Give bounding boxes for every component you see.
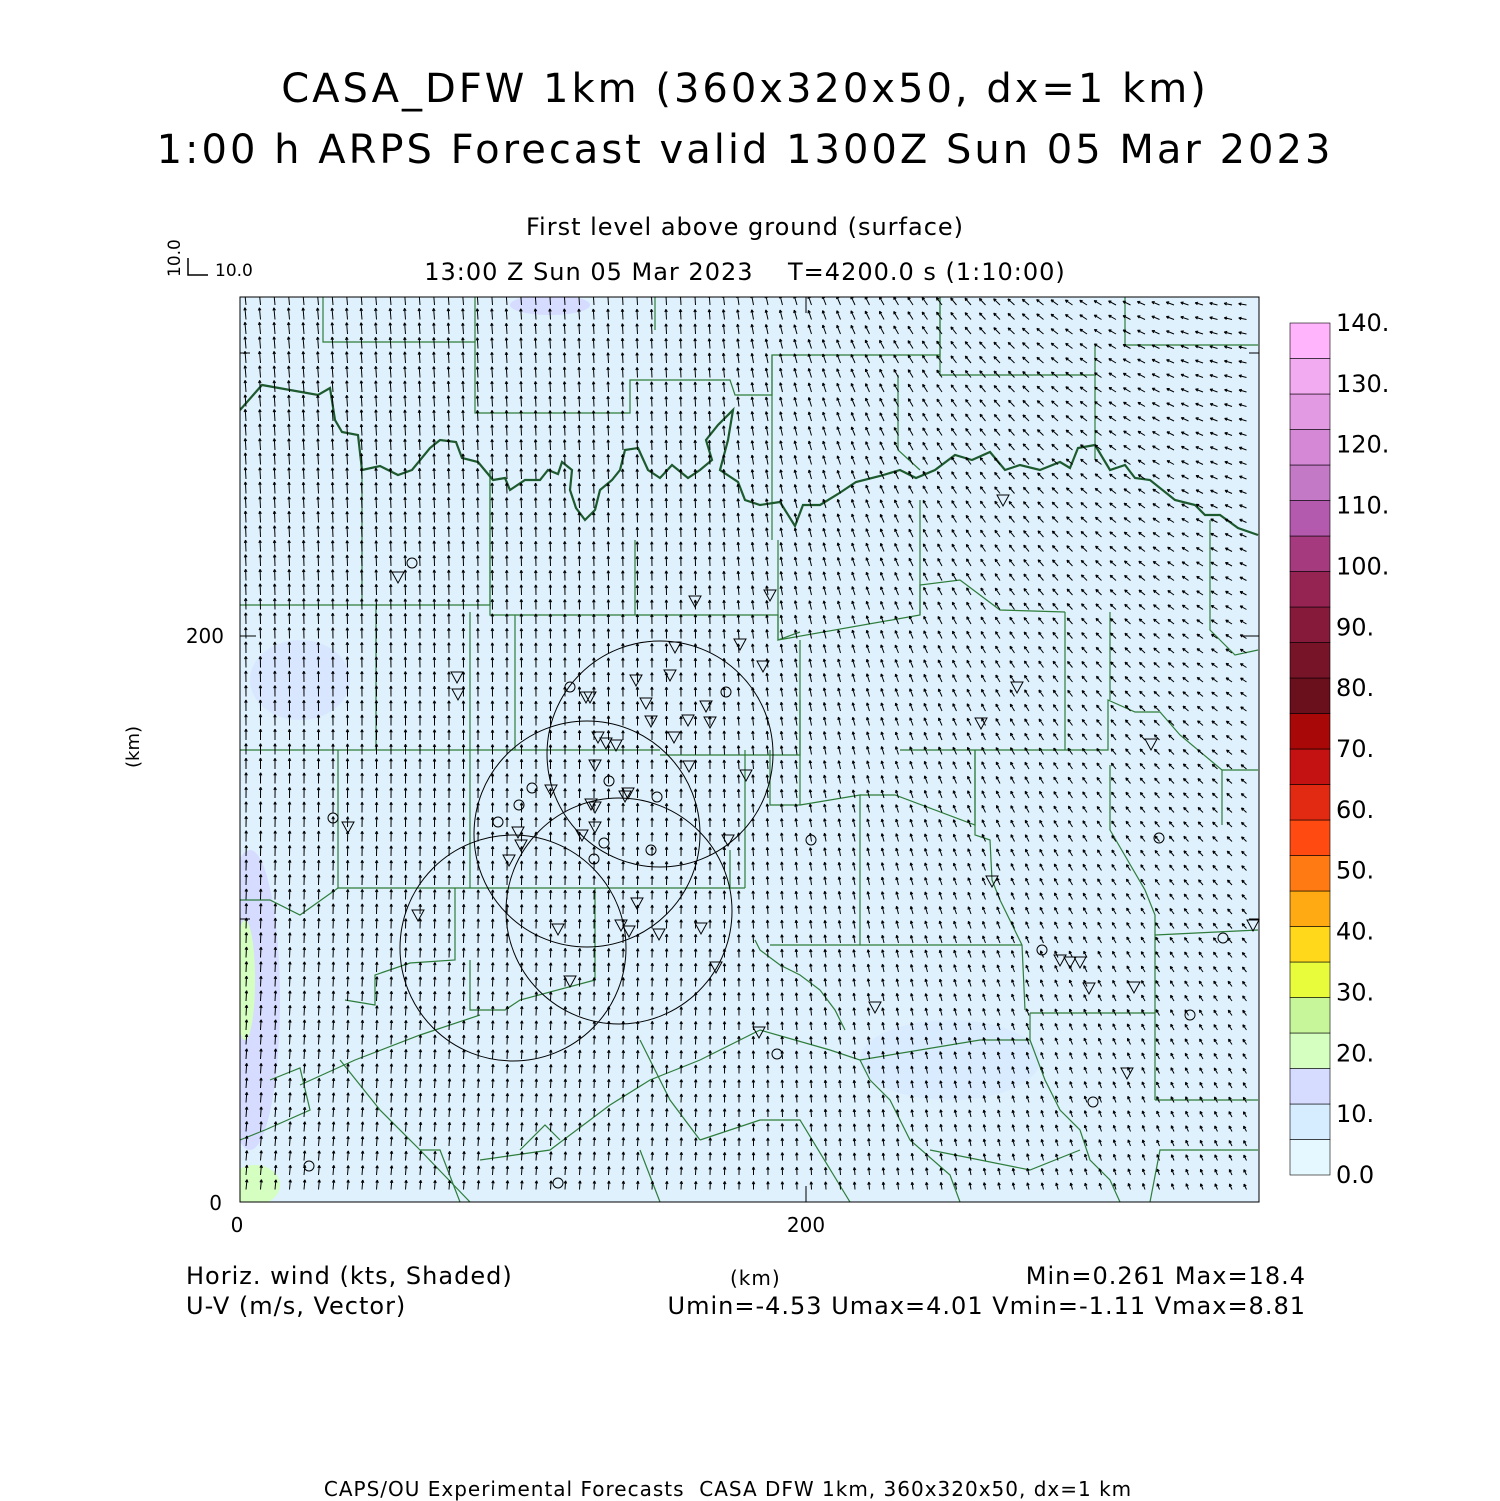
- colorbar-swatch: [1290, 962, 1330, 998]
- colorbar-label: 0.0: [1336, 1161, 1375, 1189]
- x-tick-200: 200: [786, 1213, 826, 1237]
- reference-vector: [165, 239, 253, 281]
- colorbar-swatch: [1290, 998, 1330, 1034]
- uv-min-max: Umin=-4.53 Umax=4.01 Vmin=-1.11 Vmax=8.81: [667, 1292, 1306, 1320]
- colorbar-swatch: [1290, 323, 1330, 359]
- colorbar-swatch: [1290, 1069, 1330, 1105]
- colorbar-swatch: [1290, 359, 1330, 395]
- colorbar-swatch: [1290, 891, 1330, 927]
- reference-vector-v-label: 10.0: [165, 239, 185, 277]
- colorbar-swatch: [1290, 927, 1330, 963]
- field-min-max: Min=0.261 Max=18.4: [1025, 1262, 1306, 1290]
- y-axis-label: (km): [123, 725, 144, 769]
- colorbar-label: 80.: [1336, 674, 1375, 703]
- shaded-variable-label: Horiz. wind (kts, Shaded): [186, 1262, 513, 1290]
- y-tick-200: 200: [185, 624, 224, 648]
- x-axis-label: (km): [730, 1266, 781, 1290]
- colorbar-swatch: [1290, 1104, 1330, 1140]
- colorbar-swatch: [1290, 643, 1330, 679]
- chart-title-line1: CASA_DFW 1km (360x320x50, dx=1 km): [281, 66, 1209, 112]
- colorbar-label: 30.: [1336, 978, 1375, 1007]
- colorbar-swatch: [1290, 501, 1330, 537]
- colorbar-label: 100.: [1336, 552, 1390, 581]
- colorbar-swatch: [1290, 430, 1330, 466]
- colorbar-label: 60.: [1336, 795, 1375, 824]
- colorbar-label: 90.: [1336, 613, 1375, 642]
- colorbar-label: 50.: [1336, 856, 1375, 885]
- chart-title-line2: 1:00 h ARPS Forecast valid 1300Z Sun 05 Mar 2023: [156, 127, 1334, 173]
- colorbar-swatch: [1290, 536, 1330, 572]
- colorbar-swatch: [1290, 856, 1330, 892]
- colorbar-swatch: [1290, 749, 1330, 785]
- vector-variable-label: U-V (m/s, Vector): [186, 1292, 407, 1320]
- reference-vector-u-label: 10.0: [215, 261, 253, 281]
- colorbar-swatch: [1290, 465, 1330, 501]
- colorbar-label: 70.: [1336, 735, 1375, 763]
- colorbar-label: 20.: [1336, 1039, 1375, 1068]
- color-scale-bar: [1290, 309, 1389, 1189]
- colorbar-label: 120.: [1336, 430, 1390, 459]
- time-subtitle: 13:00 Z Sun 05 Mar 2023 T=4200.0 s (1:10:00): [424, 258, 1066, 286]
- colorbar-swatch: [1290, 572, 1330, 608]
- colorbar-swatch: [1290, 785, 1330, 821]
- colorbar-label: 10.: [1336, 1100, 1375, 1129]
- y-tick-0: 0: [209, 1191, 222, 1215]
- footer-credit: CAPS/OU Experimental Forecasts CASA DFW 1km, 360x320x50, dx=1 km: [323, 1477, 1133, 1501]
- colorbar-swatch: [1290, 1033, 1330, 1069]
- x-tick-0: 0: [230, 1213, 244, 1237]
- colorbar-swatch: [1290, 394, 1330, 430]
- colorbar-label: 40.: [1336, 917, 1375, 946]
- colorbar-label: 140.: [1336, 309, 1390, 337]
- colorbar-label: 130.: [1336, 369, 1390, 398]
- colorbar-swatch: [1290, 678, 1330, 714]
- colorbar-swatch: [1290, 607, 1330, 643]
- colorbar-swatch: [1290, 820, 1330, 856]
- colorbar-swatch: [1290, 1140, 1330, 1176]
- colorbar-swatch: [1290, 714, 1330, 750]
- level-subtitle: First level above ground (surface): [525, 213, 965, 241]
- colorbar-label: 110.: [1336, 491, 1390, 520]
